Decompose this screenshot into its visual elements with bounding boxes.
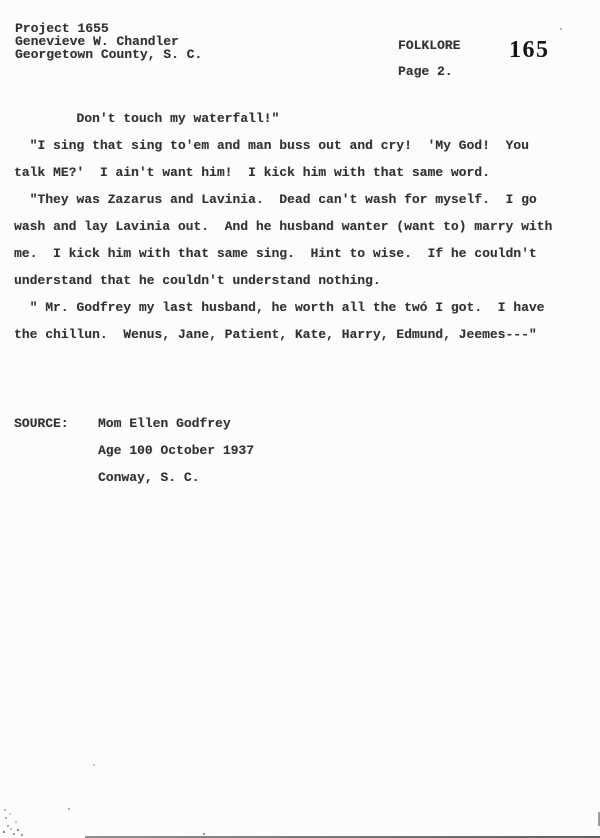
source-label: SOURCE: — [14, 416, 69, 431]
source-entry: Mom Ellen Godfrey — [98, 416, 231, 431]
header-left-block — [15, 22, 202, 61]
project-line: Project 1655 — [15, 21, 109, 36]
body-line: the chillun. Wenus, Jane, Patient, Kate, Harry, Edmund, Jeemes---" — [14, 327, 537, 342]
category-label: FOLKLORE — [398, 38, 461, 53]
scan-noise-dot — [68, 808, 70, 810]
body-line: talk ME?' I ain't want him! I kick him with that same word. — [14, 165, 490, 180]
scan-noise-dot — [560, 28, 562, 30]
scan-noise-dot — [93, 764, 95, 766]
author-line: Genevieve W. Chandler — [15, 34, 179, 49]
source-entry: Age 100 October 1937 — [98, 443, 255, 458]
document-body — [14, 105, 552, 348]
source-block — [14, 410, 254, 491]
source-entries — [98, 410, 254, 491]
scan-noise-speckles — [3, 831, 5, 833]
body-line: " Mr. Godfrey my last husband, he worth all the twó I got. I have — [14, 300, 545, 315]
folio-stamp: 165 — [509, 37, 550, 63]
body-line: me. I kick him with that same sing. Hint to wise. If he couldn't — [14, 246, 537, 261]
scan-noise-dot — [203, 833, 205, 835]
source-entry: Conway, S. C. — [98, 470, 200, 485]
body-line: "I sing that sing to'em and man buss out and cry! 'My God! You — [14, 138, 529, 153]
location-line: Georgetown County, S. C. — [15, 47, 203, 62]
body-line: Don't touch my waterfall!" — [14, 111, 280, 126]
body-line: understand that he couldn't understand nothing. — [14, 273, 381, 288]
page-number-label: Page 2. — [398, 64, 453, 79]
body-line: "They was Zazarus and Lavinia. Dead can't wash for myself. I go — [14, 192, 537, 207]
header-right-block — [398, 33, 460, 85]
body-line: wash and lay Lavinia out. And he husband wanter (want to) marry with — [14, 219, 553, 234]
